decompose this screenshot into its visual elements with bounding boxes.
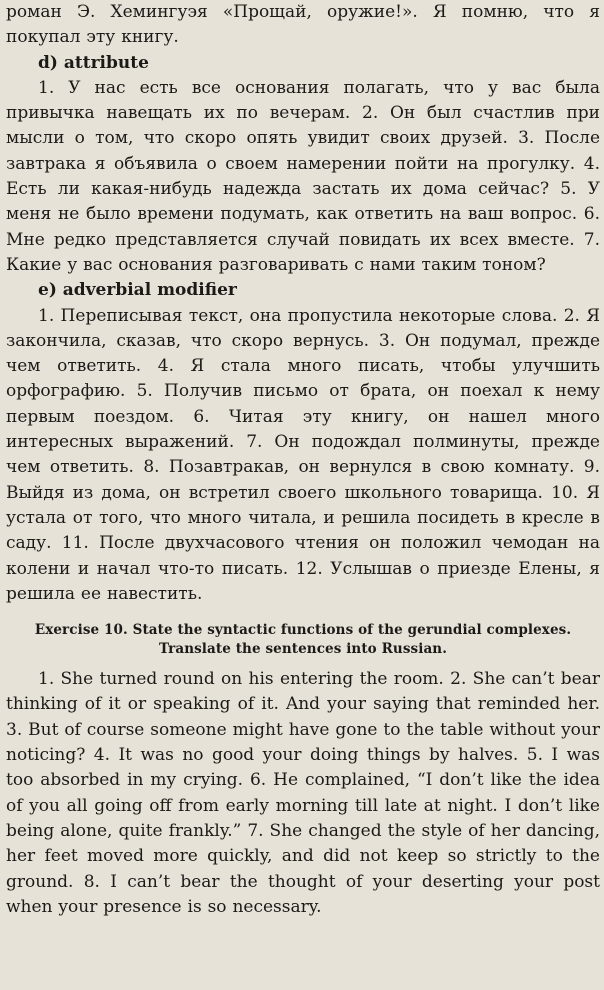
exercise-paragraph: 1. She turned round on his entering the room. 2. She can’t bear thinking of it or speaking of it. And your saying that reminded her. 3. But of course someone might have gone to the table without your noticing? 4. It was no good your doing things by halves. 5. I was too absorbed in my crying. 6. He complained, “I don’t like the idea of you all going off from early morning till late at night. I don’t like being alone, quite frankly.” 7. She changed the style of her dancing, her feet moved more quickly, and did not keep so strictly to the ground. 8. I can’t bear the thought of your deserting your post when your presence is so necessary.: [6, 669, 600, 917]
section-e-heading: e) adverbial modifier: [38, 280, 237, 301]
section-d-heading: d) attribute: [38, 52, 149, 73]
exercise-title: [6, 621, 600, 659]
section-d-paragraph: 1. У нас есть все основания полагать, что у вас была привычка навещать их по вечерам. 2. Он был счастлив при мысли о том, что скоро опять увидит своих друзей. 3. После завтрака я объявила о своем намерении пойти на прогулку. 4. Есть ли какая-нибудь надежда застать их дома сейчас? 5. У меня не было времени подумать, как ответить на ваш вопрос. 6. Мне редко представляется случай повидать их всех вместе. 7. Какие у вас основания разговаривать с нами таким тоном?: [6, 77, 600, 275]
section-e-paragraph: 1. Переписывая текст, она пропустила некоторые слова. 2. Я закончила, сказав, что скоро вернусь. 3. Он подумал, прежде чем ответить. 4. Я стала много писать, чтобы улучшить орфографию. 5. Получив письмо от брата, он поехал к нему первым поездом. 6. Читая эту книгу, он нашел много интересных выражений. 7. Он подождал полминуты, прежде чем ответить. 8. Позавтракав, он вернулся в свою комнату. 9. Выйдя из дома, он встретил своего школьного товарища. 10. Я устала от того, что много читала, и решила посидеть в кресле в саду. 11. После двухчасового чтения он положил чемодан на колени и начал что-то писать. 12. Услышав о приезде Елены, я решила ее навестить.: [6, 305, 600, 604]
exercise-title-line-1: Exercise 10. State the syntactic functions of the gerundial complexes.: [34, 622, 572, 639]
exercise-title-line-2: Translate the sentences into Russian.: [158, 641, 448, 658]
intro-paragraph: роман Э. Хемингуэя «Прощай, оружие!». Я помню, что я покупал эту книгу.: [6, 2, 600, 48]
